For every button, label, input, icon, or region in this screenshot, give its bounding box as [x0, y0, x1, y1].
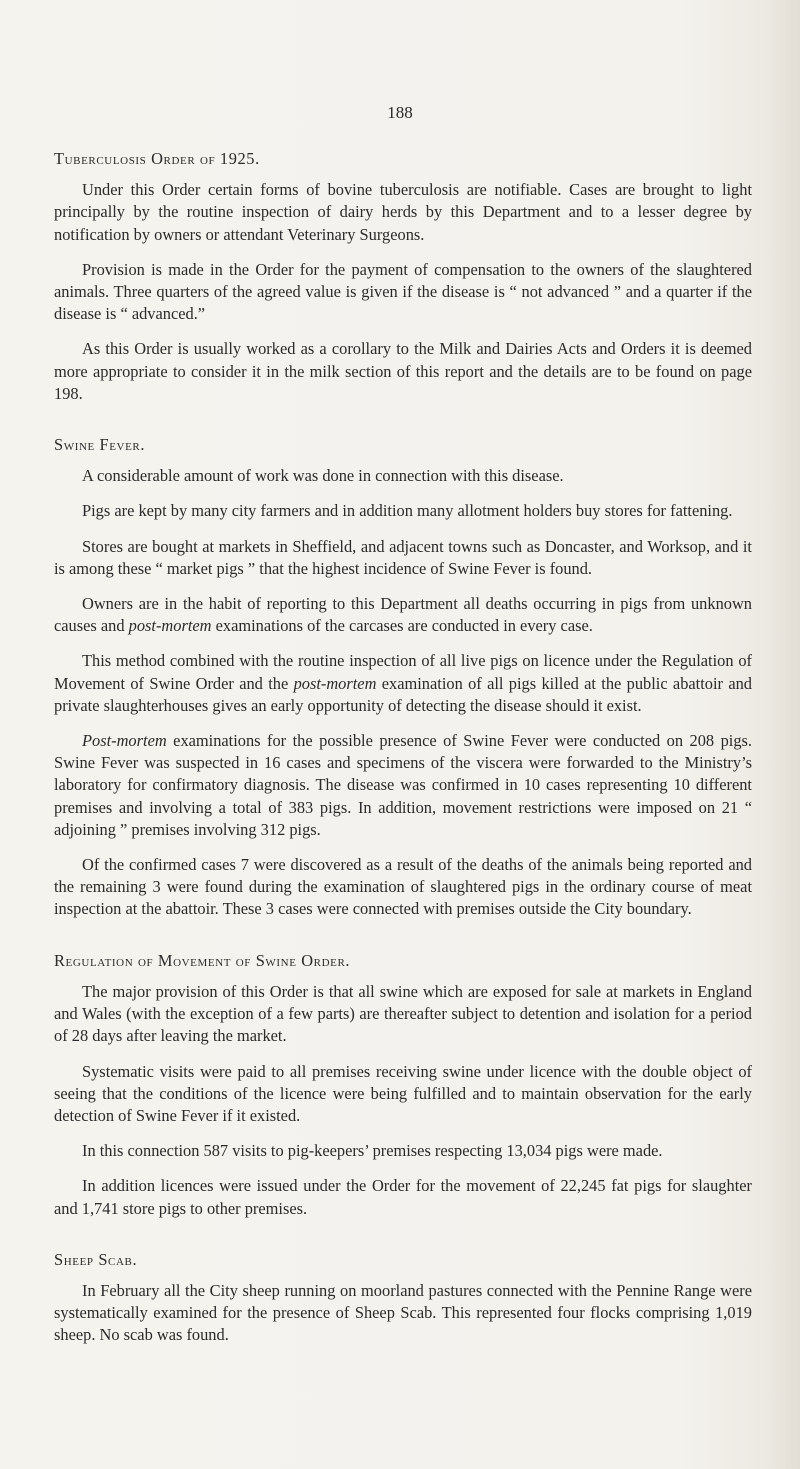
paragraph: In addition licences were issued under the Order for the movement of 22,245 fat pigs for slaughter and 1,741 store pigs to other premises. — [54, 1176, 752, 1218]
paragraph: As this Order is usually worked as a corollary to the Milk and Dairies Acts and Orders it is deemed more appropriate to consider it in the milk section of this report and the details are to be found on page 198. — [54, 339, 752, 403]
paragraph: Owners are in the habit of reporting to this Department all deaths occurring in pigs from unknown causes and post-mortem examinations of the carcases are conducted in every case. — [54, 594, 752, 636]
section-tuberculosis-order — [54, 148, 752, 405]
italic-term: Post-mortem — [82, 731, 167, 751]
section-heading: Regulation of Movement of Swine Order. — [54, 950, 351, 970]
paragraph: In February all the City sheep running on moorland pastures connected with the Pennine Range were systematically examined for the presence of Sheep Scab. This represented four flocks comprising 1,019 sheep. No scab was found. — [54, 1280, 752, 1345]
paragraph: Systematic visits were paid to all premises receiving swine under licence with the double object of seeing that the conditions of the licence were being fulfilled and to maintain observation for the early detection of Swine Fever if it existed. — [54, 1061, 752, 1125]
section-regulation-of-movement — [54, 950, 752, 1220]
page-body — [54, 148, 752, 1360]
italic-term: post-mortem — [293, 673, 377, 693]
paragraph: Of the confirmed cases 7 were discovered as a result of the deaths of the animals being reported and the remaining 3 were found during the examination of slaughtered pigs in the ordinary course of meat inspection at the abattoir. These 3 cases were connected with premises outside the City boundary. — [54, 855, 752, 919]
paragraph: Under this Order certain forms of bovine tuberculosis are notifiable. Cases are brought to light principally by the routine inspection of dairy herds by this Department and to a lesser degree by notification by owners or attendant Veterinary Surgeons. — [54, 180, 752, 244]
section-heading: Swine Fever. — [54, 435, 146, 455]
section-heading: Tuberculosis Order of 1925. — [54, 149, 260, 168]
section-sheep-scab — [54, 1249, 752, 1347]
paragraph: The major provision of this Order is that all swine which are exposed for sale at markets in England and Wales (with the exception of a few parts) are thereafter subject to detention and isolation for a period of 28 days after leaving the market. — [54, 981, 752, 1046]
page-number: 188 — [387, 103, 413, 122]
paragraph: Provision is made in the Order for the payment of compensation to the owners of the slaughtered animals. Three quarters of the agreed value is given if the disease is “ not advanced ” and a quarter if the disease is “ advanced.” — [54, 259, 752, 324]
paragraph: Stores are bought at markets in Sheffield, and adjacent towns such as Doncaster, and Worksop, and it is among these “ market pigs ” that the highest incidence of Swine Fever is found. — [54, 536, 752, 578]
paragraph: A considerable amount of work was done in connection with this disease. — [82, 466, 564, 486]
paragraph: Post-mortem examinations for the possible presence of Swine Fever were conducted on 208 pigs. Swine Fever was suspected in 16 cases and specimens of the viscera were forwarded to the Ministry’s laboratory for confirmatory diagnosis. The disease was confirmed in 10 cases representing 10 different premises and involving a total of 383 pigs. In addition, movement restrictions were imposed on 21 “ adjoining ” premises involving 312 pigs. — [54, 731, 752, 839]
paragraph: Pigs are kept by many city farmers and in addition many allotment holders buy stores for fattening. — [82, 501, 733, 521]
italic-term: post-mortem — [128, 616, 212, 636]
paragraph: In this connection 587 visits to pig-keepers’ premises respecting 13,034 pigs were made. — [82, 1141, 663, 1161]
section-heading: Sheep Scab. — [54, 1249, 138, 1269]
paragraph: This method combined with the routine inspection of all live pigs on licence under the Regulation of Movement of Swine Order and the post-mortem examination of all pigs killed at the public abattoir and private slaughterhouses gives an early opportunity of detecting the disease should it exist. — [54, 651, 752, 715]
section-swine-fever — [54, 434, 752, 921]
